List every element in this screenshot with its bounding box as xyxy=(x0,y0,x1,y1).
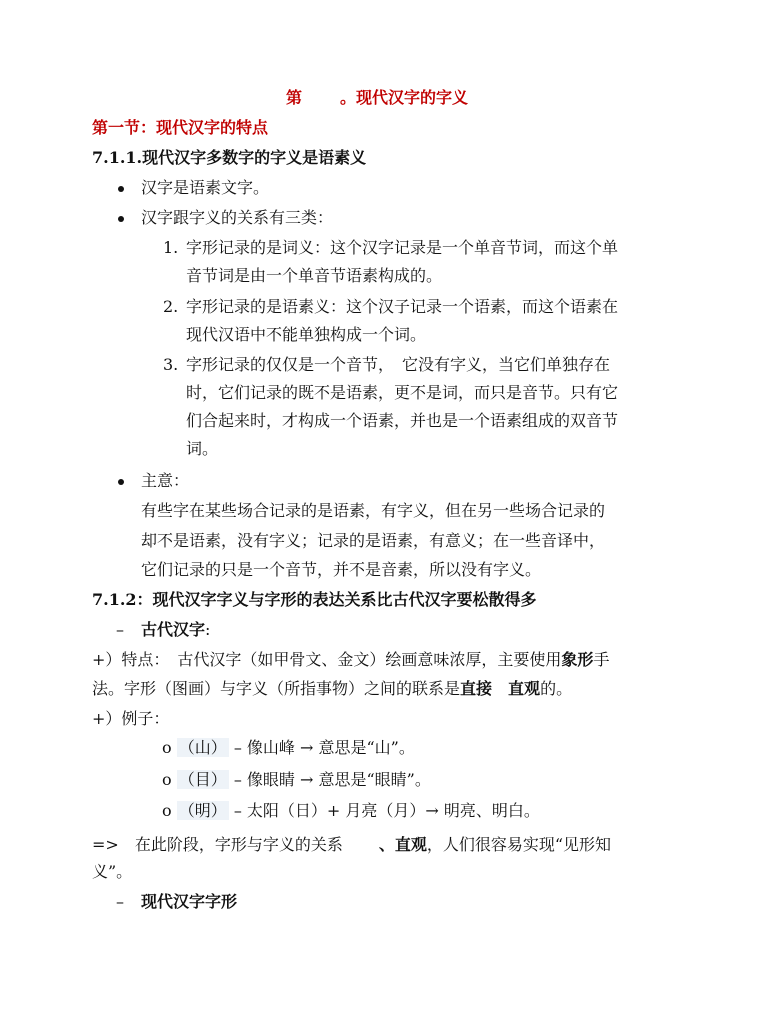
feature-bold-xiangxing: 象形 xyxy=(561,650,594,669)
list-item-line: 字形记录的是词义：这个汉字记录是一个单音节词，而这个单 xyxy=(186,238,619,257)
example-char: （山） xyxy=(178,738,227,757)
example-marker: o xyxy=(162,801,172,820)
chapter-title xyxy=(286,90,468,106)
example-rest: – 像眼睛 → 意思是“眼睛”。 xyxy=(228,770,431,789)
ancient-label: 古代汉字 xyxy=(141,620,206,639)
example-char: （目） xyxy=(178,770,227,789)
bullet-dot xyxy=(118,216,124,222)
list-number: 3. xyxy=(163,355,179,374)
note-line: 却不是语素，没有字义；记录的是语素，有意义；在一些音译中， xyxy=(141,531,606,550)
example-char: （明） xyxy=(178,801,227,820)
ancient-heading xyxy=(141,622,210,638)
example-rest: – 像山峰 → 意思是“山”。 xyxy=(228,738,415,757)
dash-marker: – xyxy=(116,892,124,911)
modern-heading: 现代汉字字形 xyxy=(141,892,238,911)
conclusion-text1: 在此阶段，字形与字义的关系 xyxy=(134,835,343,854)
example-rest: – 太阳（日）+ 月亮（月）→ 明亮、明白。 xyxy=(228,801,540,820)
list-item-line: 时，它们记录的既不是语素，更不是词，而只是音节。只有它 xyxy=(186,383,619,402)
bullet-dot xyxy=(118,186,124,192)
feature-line2a: 法。字形（图画）与字义（所指事物）之间的联系是 xyxy=(92,679,461,698)
heading-7-1-2: 7.1.2：现代汉字字义与字形的表达关系比古代汉字要松散得多 xyxy=(92,590,537,609)
example-label: +）例子： xyxy=(92,709,170,728)
dash-marker: – xyxy=(116,620,124,639)
conclusion-text2: ，人们很容易实现“见形知 xyxy=(426,835,612,854)
conclusion-line-1 xyxy=(92,837,611,853)
section-heading: 第一节：现代汉字的特点 xyxy=(92,118,269,137)
example-row xyxy=(162,772,431,788)
feature-line-1 xyxy=(92,652,609,668)
list-item-line: 字形记录的是语素义：这个汉子记录一个语素，而这个语素在 xyxy=(186,297,619,316)
chapter-title-suffix: 。现代汉字的字义 xyxy=(340,88,469,107)
feature-prefix: +）特点： 古代汉字（如甲骨文、金文）绘画意味浓厚，主要使用 xyxy=(92,650,562,669)
chapter-title-prefix: 第 xyxy=(286,88,303,107)
note-line: 它们记录的只是一个音节，并不是音素，所以没有字义。 xyxy=(141,560,542,579)
feature-gap xyxy=(492,679,508,698)
ancient-colon: : xyxy=(205,620,211,639)
bullet-text-2: 汉字跟字义的关系有三类： xyxy=(141,208,334,227)
conclusion-line-2: 义”。 xyxy=(92,862,133,881)
conclusion-arrow: => xyxy=(92,835,119,854)
conclusion-bold: 、直观 xyxy=(378,835,427,854)
list-number: 2. xyxy=(163,297,179,316)
list-item-line: 音节词是由一个单音节语素构成的。 xyxy=(186,266,443,285)
example-row xyxy=(162,740,415,756)
feature-line-2 xyxy=(92,681,572,697)
bullet-dot xyxy=(118,479,124,485)
feature-bold-zhiguan: 直观 xyxy=(508,679,541,698)
bullet-text-3: 主意： xyxy=(141,471,190,490)
feature-bold-zhijie: 直接 xyxy=(460,679,493,698)
list-item-line: 现代汉语中不能单独构成一个词。 xyxy=(186,325,427,344)
example-marker: o xyxy=(162,770,172,789)
feature-tail2: 的。 xyxy=(540,679,573,698)
example-row xyxy=(162,803,540,819)
list-item-line: 们合起来时，才构成一个语素，并也是一个语素组成的双音节 xyxy=(186,411,619,430)
list-number: 1. xyxy=(163,238,179,257)
feature-tail1: 手 xyxy=(593,650,610,669)
list-item-line: 词。 xyxy=(186,439,219,458)
note-line: 有些字在某些场合记录的是语素，有字义，但在另一些场合记录的 xyxy=(141,501,606,520)
example-marker: o xyxy=(162,738,172,757)
bullet-text-1: 汉字是语素文字。 xyxy=(141,178,270,197)
list-item-line: 字形记录的仅仅是一个音节， 它没有字义，当它们单独存在 xyxy=(186,355,611,374)
heading-7-1-1: 7.1.1.现代汉字多数字的字义是语素义 xyxy=(92,148,367,167)
